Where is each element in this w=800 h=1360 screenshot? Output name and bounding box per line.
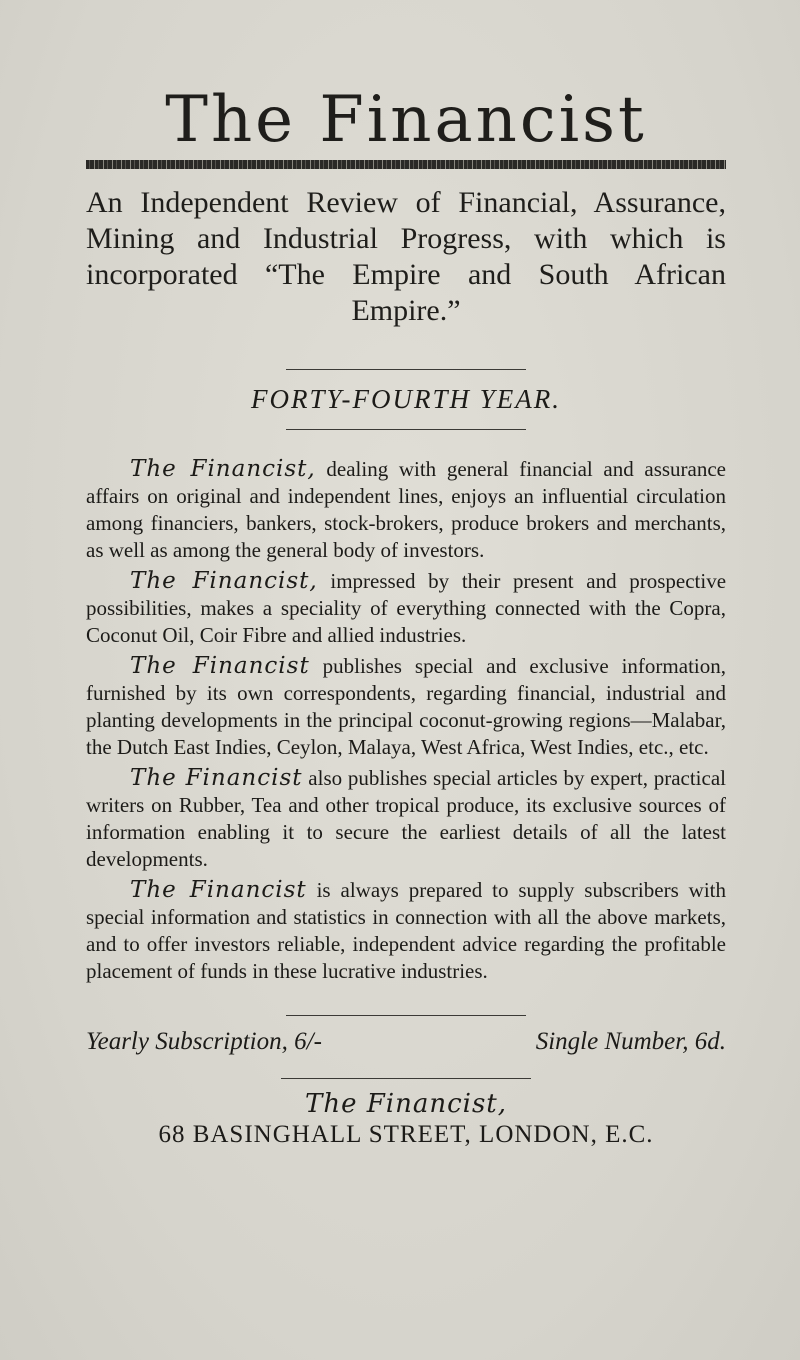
paragraph-text: publishes special and exclusive information, furnished by its own correspondents, regarding financial, industrial and planting developments in the principal coconut-growing regions—Malabar, the Dutch East Indies, Ceylon, Malaya, West Africa, West Indies, etc., etc. [86, 654, 726, 759]
paragraph-4 [86, 765, 726, 873]
single-number-price: Single Number, 6d. [535, 1028, 726, 1055]
subscription-line [86, 1028, 726, 1056]
year-rule-bottom [286, 429, 526, 430]
subscription-rule-top [286, 1015, 526, 1016]
subtitle: An Independent Review of Financial, Assurance, Mining and Industrial Progress, with which is incorporated “The Empire and South African Empire.” [86, 186, 726, 327]
masthead-title: The Financist [165, 83, 647, 157]
paragraph-text: also publishes special articles by expert, practical writers on Rubber, Tea and other tropical produce, its exclusive sources of information enabling it to secure the earliest details of all the latest developments. [86, 766, 726, 871]
paragraph-text: is always prepared to supply subscribers with special information and statistics in connection with all the above markets, and to offer investors reliable, independent advice regarding the profitable placement of funds in these lucrative industries. [86, 878, 726, 983]
paragraph-text: impressed by their present and prospective possibilities, makes a speciality of everything connected with the Copra, Coconut Oil, Coir Fibre and allied industries. [86, 569, 727, 647]
paragraph-lead: The Financist, [130, 456, 316, 482]
paragraph-5 [86, 877, 726, 985]
paragraph-lead: The Financist [130, 765, 303, 791]
paragraph-lead: The Financist [130, 877, 307, 903]
paragraph-2 [86, 568, 726, 649]
paragraph-3 [86, 653, 726, 761]
masthead-rule [86, 160, 726, 169]
year-rule-top [286, 369, 526, 370]
address-rule [281, 1078, 531, 1079]
year-heading: FORTY-FOURTH YEAR. [251, 384, 561, 414]
paragraph-lead: The Financist, [130, 568, 318, 594]
paragraph-1 [86, 456, 726, 564]
paragraph-lead: The Financist [130, 653, 310, 679]
yearly-subscription: Yearly Subscription, 6/- [86, 1028, 322, 1055]
paragraph-text: dealing with general financial and assurance affairs on original and independent lines, enjoys an influential circulation among financiers, bankers, stock-brokers, produce brokers and merchants, as well as among the general body of investors. [86, 457, 726, 562]
address-name: The Financist, [304, 1089, 508, 1119]
address-street: 68 BASINGHALL STREET, LONDON, E.C. [158, 1121, 654, 1148]
